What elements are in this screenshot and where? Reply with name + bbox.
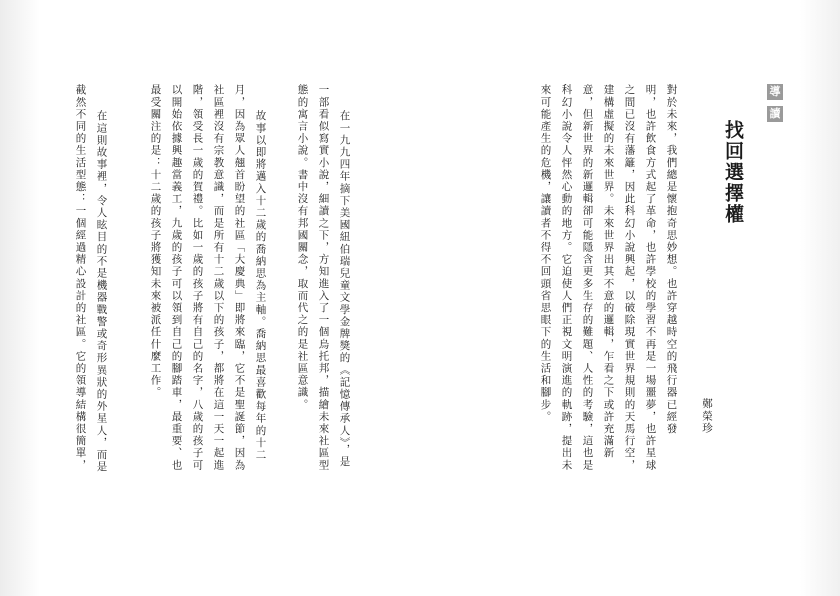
text-column: 明，也許飲食方式起了革命，也許學校的學習不再是一場噩夢，也許星球 [644, 84, 657, 472]
text-column: 以開始依據興趣當義工，九歲的孩子可以領到自己的腳踏車，最重要、也 [170, 84, 183, 472]
intro-label [766, 84, 784, 122]
text-column: 對於未來，我們總是懷抱奇思妙想。也許穿越時空的飛行器已經發 [665, 84, 678, 435]
text-column: 科幻小說令人怦然心動的地方。它迫使人們正視文明演進的軌跡，提出未 [560, 84, 573, 472]
text-column: 態的寓言小說。書中沒有邦國關念，取而代之的是社區意識。 [296, 84, 309, 411]
intro-label-char: 導 [767, 84, 783, 100]
intro-label-char: 讀 [767, 106, 783, 122]
text-column: 截然不同的生活型態：一個經過精心設計的社區。它的領導結構很簡單， [74, 84, 87, 472]
text-column: 階，領受長一歲的賀禮。比如一歲的孩子將有自己的名字，八歲的孩子可 [191, 84, 204, 472]
text-column: 最受關注的是：十二歲的孩子將獲知未來被派任什麼工作。 [149, 84, 162, 399]
text-column: 意，但新世界的新邏輯卻可能隱含更多生存的難題、人性的考驗，這也是 [581, 84, 594, 472]
text-column: 社區裡沒有宗教意識，而是所有十二歲以下的孩子，都將在這一天一起進 [212, 84, 225, 472]
text-column: 在一九九四年摘下美國紐伯瑞兒童文學金牌獎的《記憶傳承人》，是 [338, 110, 351, 468]
text-column: 之間已沒有藩籬，因此科幻小說興起，以破除現實世界規則的天馬行空， [623, 84, 636, 472]
text-column: 來可能產生的危機，讓讀者不得不回頭省思眼下的生活和腳步。 [539, 84, 552, 423]
text-column: 一部看似寫實小說，細讀之下，方知進入了一個烏托邦，描繪未來社區型 [317, 84, 330, 472]
author-name: 鄭榮珍 [701, 398, 713, 435]
text-column: 月，因為眾人翹首盼望的社區「大慶典」即將來臨，它不是聖誕節，因為 [233, 84, 246, 472]
page-title: 找回選擇權 [722, 120, 744, 225]
text-column: 故事以即將邁入十二歲的喬納思為主軸。喬納思最喜歡每年的十二 [254, 110, 267, 461]
text-column: 建構虛擬的未來世界。未來世界出其不意的邏輯，乍看之下或許充滿新 [602, 84, 615, 460]
text-column: 在這則故事裡，令人眩目的不是機器戰警或奇形異狀的外星人，而是 [95, 110, 108, 473]
